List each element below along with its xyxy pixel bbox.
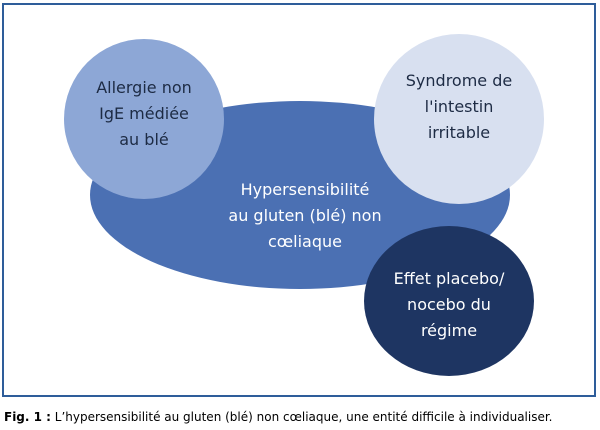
allergy-line-1: Allergie non xyxy=(96,78,192,97)
caption-label: Fig. 1 : xyxy=(4,410,51,424)
allergy-line-3: au blé xyxy=(119,130,169,149)
center-line-3: cœliaque xyxy=(268,232,342,251)
caption-text: L’hypersensibilité au gluten (blé) non cœliaque, une entité difficile à individualiser. xyxy=(50,410,553,424)
center-label xyxy=(200,177,410,255)
ibs-line-3: irritable xyxy=(427,123,491,142)
placebo-line-3: régime xyxy=(420,321,478,340)
figure-caption xyxy=(4,410,553,424)
placebo-line-1: Effet placebo/ xyxy=(393,269,505,288)
placebo-label xyxy=(364,266,534,344)
allergy-label xyxy=(64,75,224,153)
allergy-line-2: IgE médiée xyxy=(99,104,189,123)
ibs-line-2: l'intestin xyxy=(424,97,494,116)
ibs-label xyxy=(374,68,544,146)
center-line-1: Hypersensibilité xyxy=(240,180,370,199)
figure-frame xyxy=(2,3,596,397)
ibs-line-1: Syndrome de xyxy=(405,71,513,90)
center-line-2: au gluten (blé) non xyxy=(228,206,382,225)
placebo-line-2: nocebo du xyxy=(407,295,491,314)
